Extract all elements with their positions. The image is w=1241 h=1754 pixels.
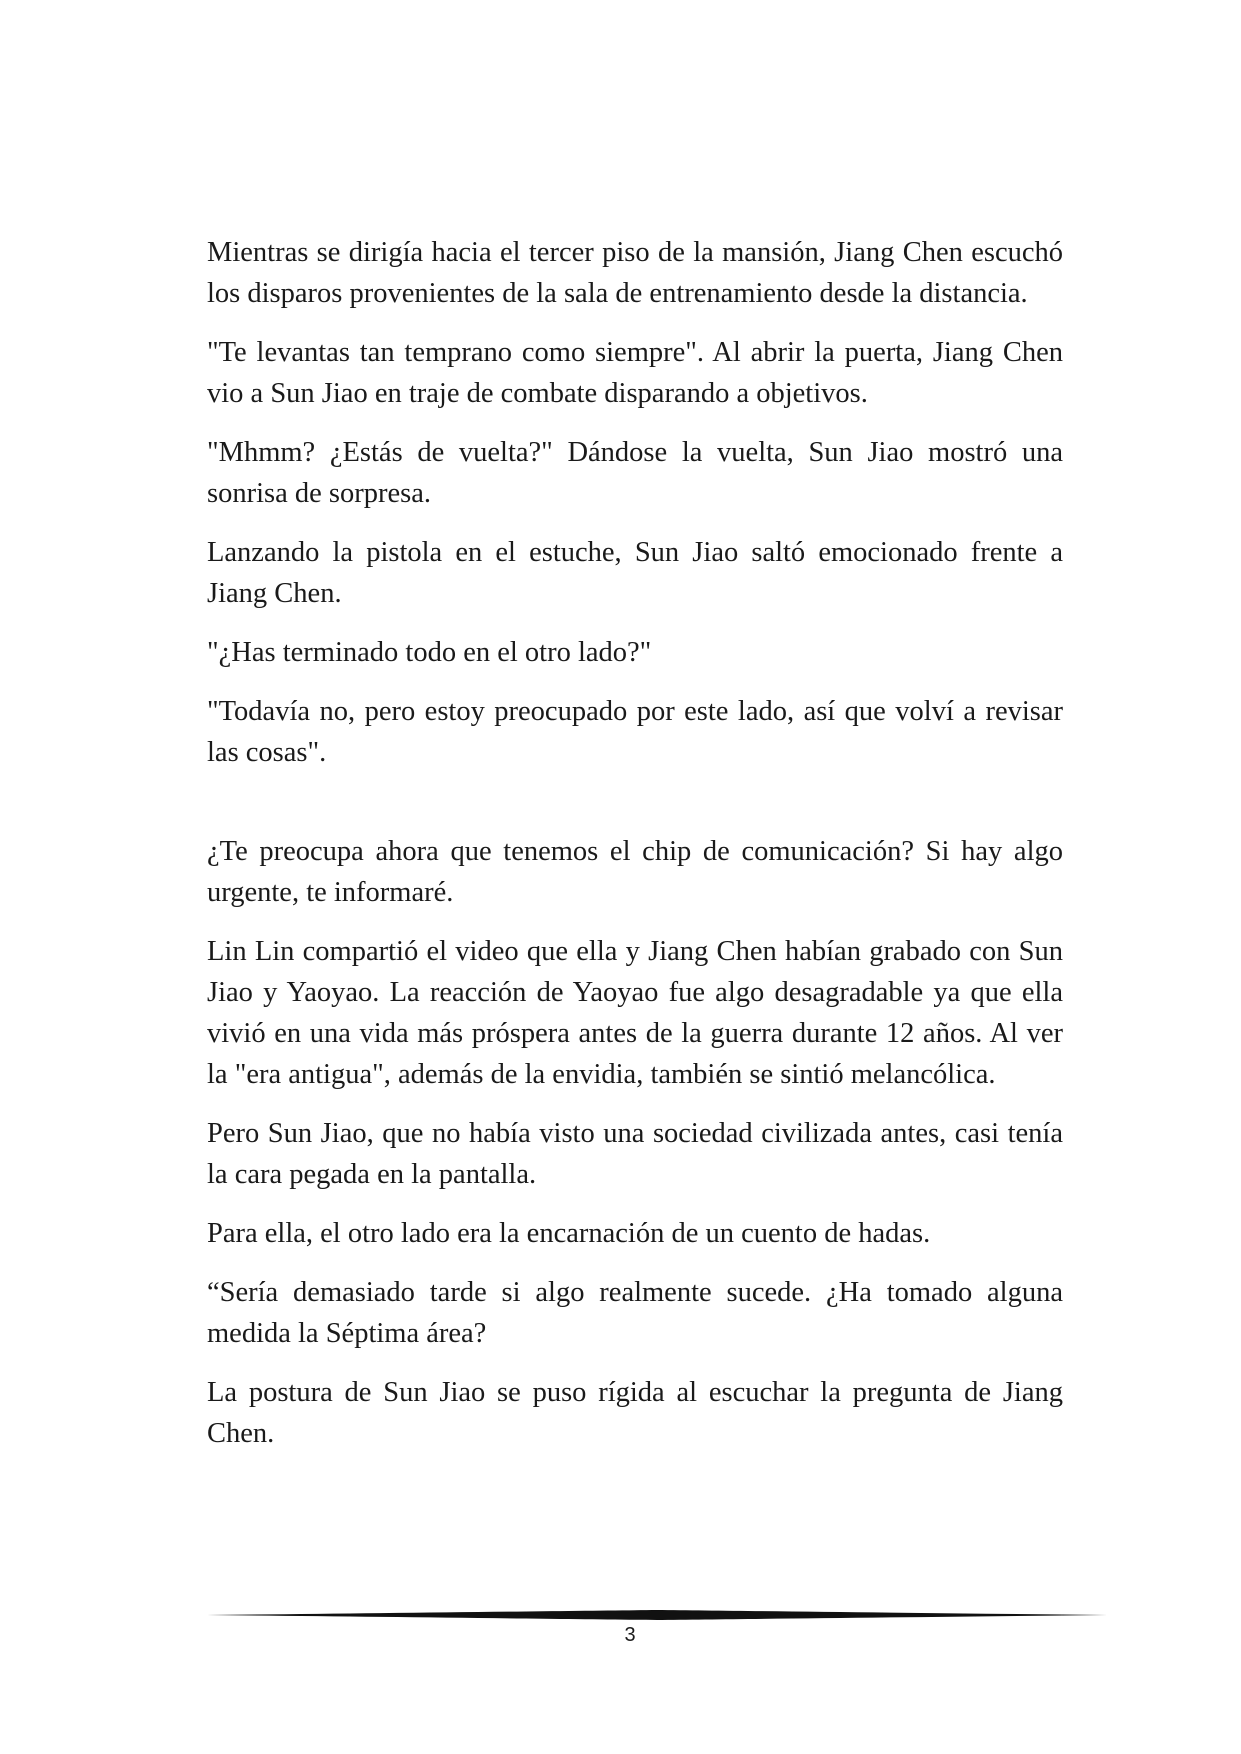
paragraph-10: Para ella, el otro lado era la encarnación de un cuento de hadas. [207, 1218, 931, 1249]
footer-divider [207, 1608, 1107, 1622]
paragraph-7: ¿Te preocupa ahora que tenemos el chip de comunicación? Si hay algo urgente, te informaré. [207, 836, 1063, 908]
paragraph-11: “Sería demasiado tarde si algo realmente sucede. ¿Ha tomado alguna medida la Séptima área? [207, 1277, 1063, 1349]
page-number: 3 [624, 1624, 636, 1646]
paragraph-6: "Todavía no, pero estoy preocupado por este lado, así que volví a revisar las cosas". [207, 696, 1063, 768]
paragraph-8: Lin Lin compartió el video que ella y Jiang Chen habían grabado con Sun Jiao y Yaoyao. La reacción de Yaoyao fue algo desagradable ya que ella vivió en una vida más próspera antes de la guerra durante 12 años. Al ver la "era antigua", además de la envidia, también se sintió melancólica. [207, 936, 1063, 1090]
body-text [207, 232, 1063, 1472]
paragraph-12: La postura de Sun Jiao se puso rígida al escuchar la pregunta de Jiang Chen. [207, 1377, 1063, 1449]
paragraph-2: "Te levantas tan temprano como siempre". Al abrir la puerta, Jiang Chen vio a Sun Jiao en traje de combate disparando a objetivos. [207, 337, 1063, 409]
paragraph-4: Lanzando la pistola en el estuche, Sun Jiao saltó emocionado frente a Jiang Chen. [207, 537, 1063, 609]
paragraph-9: Pero Sun Jiao, que no había visto una sociedad civilizada antes, casi tenía la cara pegada en la pantalla. [207, 1118, 1063, 1190]
paragraph-5: "¿Has terminado todo en el otro lado?" [207, 637, 652, 668]
paragraph-1: Mientras se dirigía hacia el tercer piso de la mansión, Jiang Chen escuchó los disparos provenientes de la sala de entrenamiento desde la distancia. [207, 237, 1063, 309]
paragraph-3: "Mhmm? ¿Estás de vuelta?" Dándose la vuelta, Sun Jiao mostró una sonrisa de sorpresa. [207, 437, 1063, 509]
